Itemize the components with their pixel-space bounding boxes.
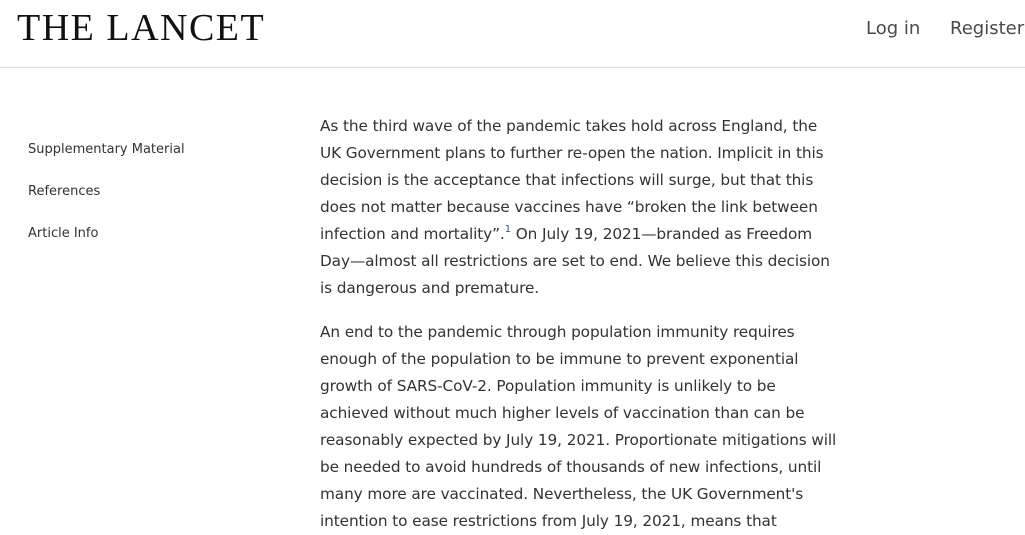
article-paragraph-1 (320, 113, 840, 302)
site-header (0, 0, 1025, 68)
reference-link-1[interactable]: 1 (504, 224, 511, 235)
sidebar-item-article-info[interactable]: Article Info (28, 226, 99, 241)
login-link[interactable]: Log in (866, 18, 921, 39)
sidebar-item-references[interactable]: References (28, 184, 101, 199)
article-body (320, 113, 840, 535)
paragraph-1-text-start: As the third wave of the pandemic takes hold across England, the UK Government plans to further re-open the nation. Implicit in this decision is the acceptance that infections will surge, but that this does not matter because vaccines have “broken the link between infection and mortality”. (320, 117, 824, 243)
sidebar-item-supplementary-material[interactable]: Supplementary Material (28, 142, 185, 157)
paragraph-1-text-end: On July 19, 2021—branded as Freedom Day—almost all restrictions are set to end. We believe this decision is dangerous and premature. (320, 225, 830, 297)
article-paragraph-2: An end to the pandemic through population immunity requires enough of the population to be immune to prevent exponential growth of SARS-CoV-2. Population immunity is unlikely to be achieved without much higher levels of vaccination than can be reasonably expected by July 19, 2021. Proportionate mitigations will be needed to avoid hundreds of thousands of new infections, until many more are vaccinated. Nevertheless, the UK Government's intention to ease restrictions from July 19, 2021, means that (320, 323, 837, 530)
register-link[interactable]: Register (950, 18, 1025, 39)
lancet-logo[interactable]: THE LANCET (17, 7, 266, 49)
article-sidebar-nav (28, 140, 185, 266)
